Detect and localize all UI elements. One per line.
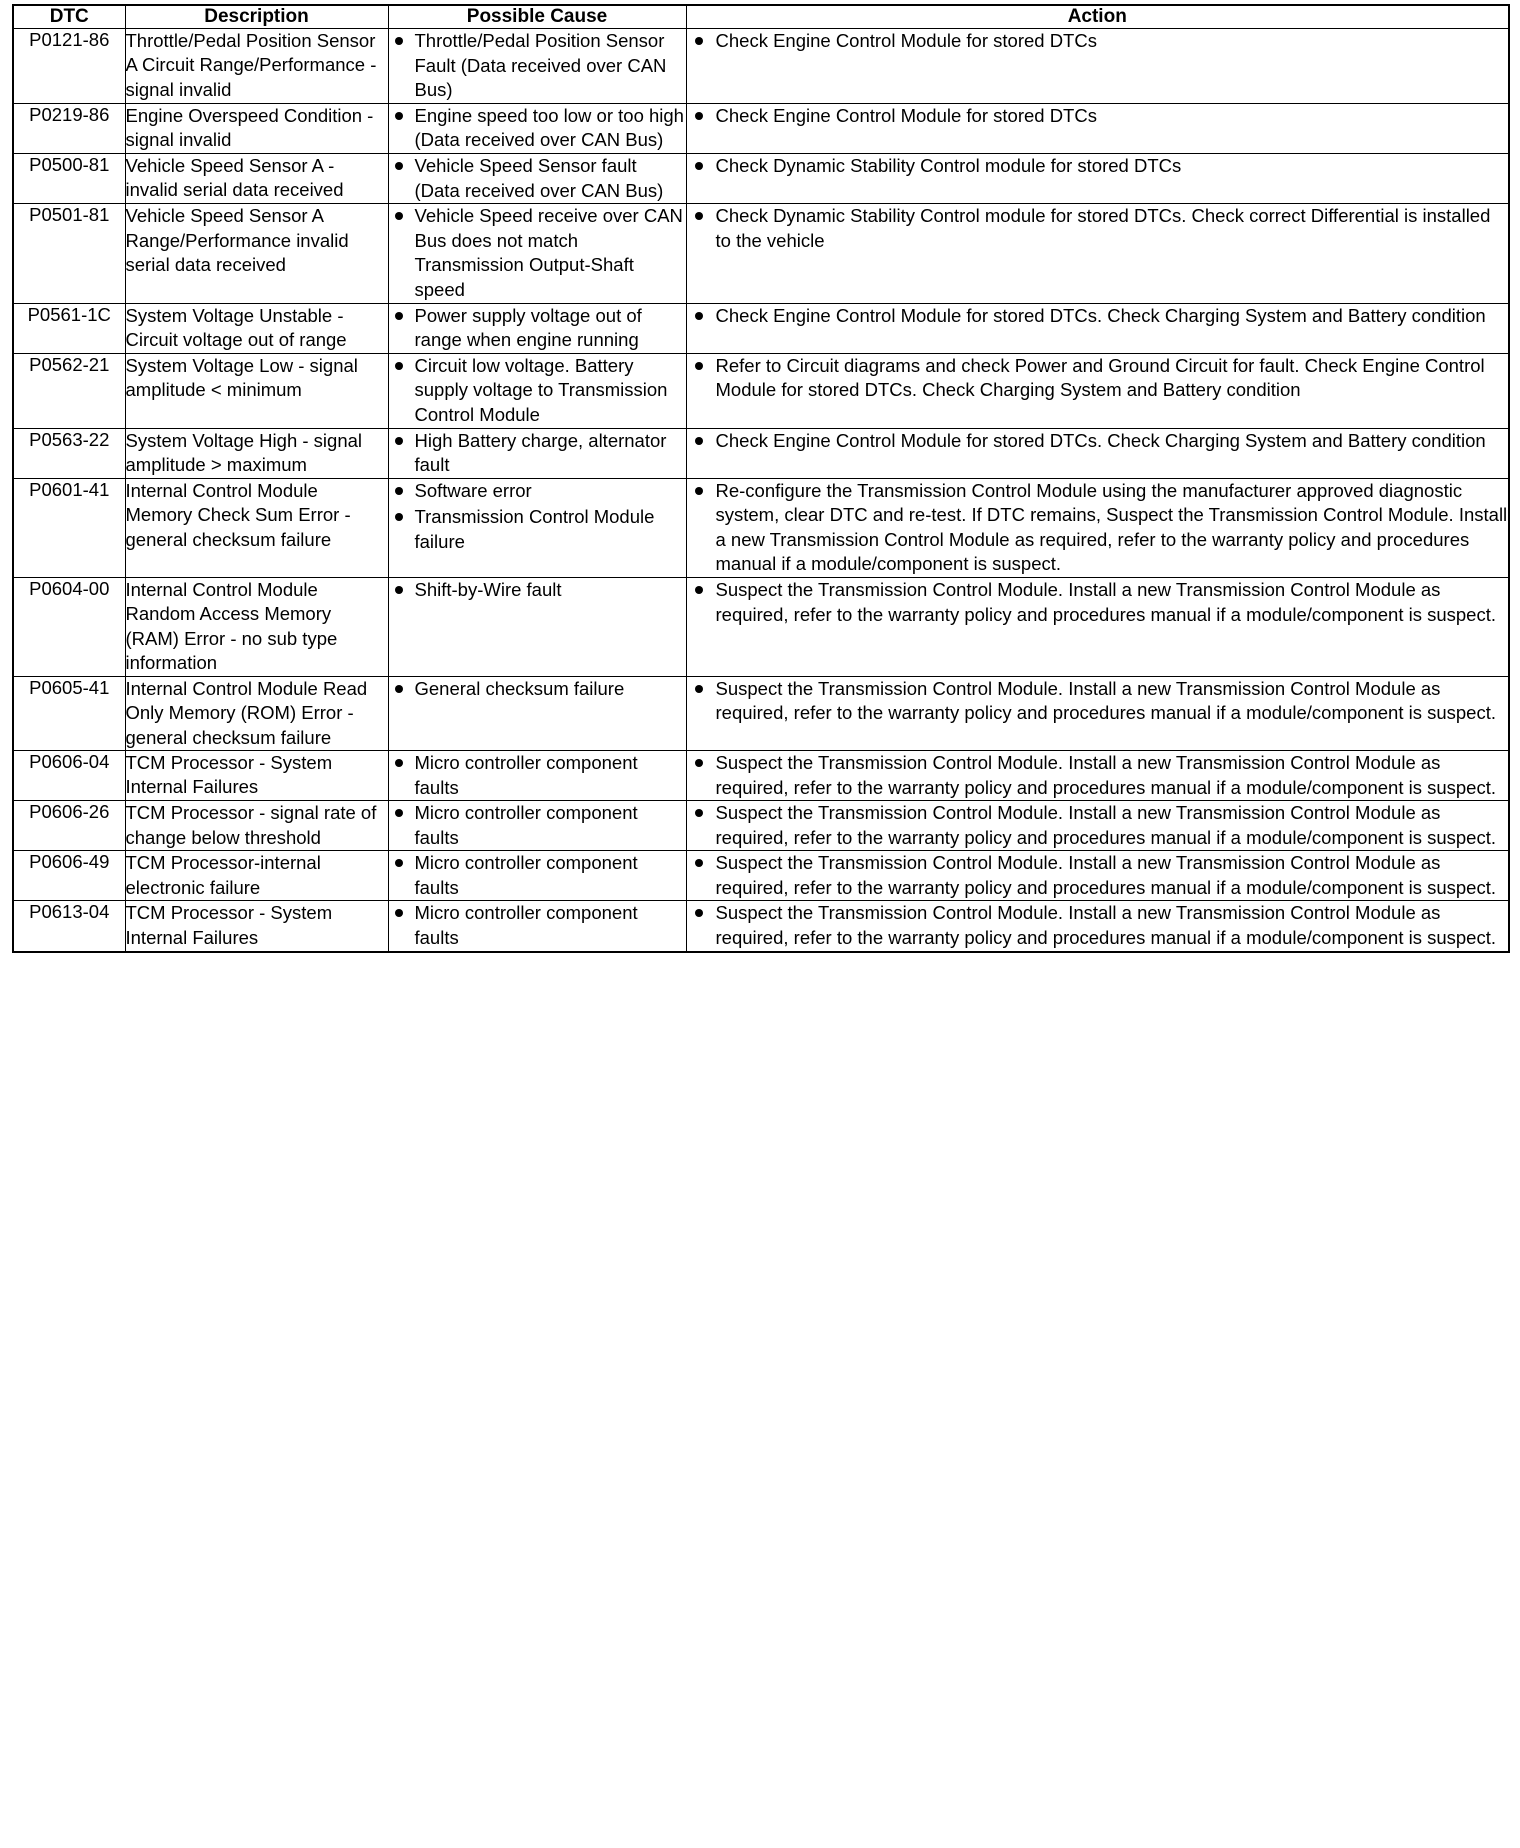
dtc-code: P0121-86 xyxy=(13,29,125,104)
column-header-possible-cause: Possible Cause xyxy=(388,5,686,29)
dtc-code: P0219-86 xyxy=(13,103,125,153)
action-cell-list xyxy=(687,751,1509,800)
possible-cause-item-text: General checksum failure xyxy=(414,677,625,699)
action-cell-list xyxy=(687,204,1509,253)
table-row xyxy=(13,204,1509,303)
action-item-text: Suspect the Transmission Control Module. Install a new Transmission Control Module as required, refer to the warranty policy and procedures manual if a module/component is suspect. xyxy=(715,802,1496,848)
table-row xyxy=(13,851,1509,901)
table-row xyxy=(13,901,1509,952)
action-item xyxy=(687,204,1509,253)
possible-cause-item xyxy=(389,505,686,554)
bullet-icon xyxy=(395,685,403,693)
dtc-description: TCM Processor-internal electronic failure xyxy=(125,851,388,901)
table-row xyxy=(13,750,1509,800)
table-row xyxy=(13,303,1509,353)
dtc-description: System Voltage Unstable - Circuit voltage out of range xyxy=(125,303,388,353)
possible-cause-item xyxy=(389,204,686,302)
action-cell-list xyxy=(687,479,1509,577)
possible-cause-cell-list xyxy=(389,677,686,702)
dtc-code: P0601-41 xyxy=(13,478,125,577)
possible-cause-item-text: High Battery charge, alternator fault xyxy=(414,429,667,476)
bullet-icon xyxy=(695,859,703,867)
action-item xyxy=(687,578,1509,627)
action-cell xyxy=(686,303,1509,353)
dtc-code: P0606-26 xyxy=(13,801,125,851)
action-cell xyxy=(686,428,1509,478)
dtc-description: TCM Processor - System Internal Failures xyxy=(125,750,388,800)
possible-cause-cell xyxy=(388,428,686,478)
table-row xyxy=(13,353,1509,428)
action-item-text: Suspect the Transmission Control Module. Install a new Transmission Control Module as required, refer to the warranty policy and procedures manual if a module/component is suspect. xyxy=(715,902,1496,949)
dtc-code: P0562-21 xyxy=(13,353,125,428)
possible-cause-item xyxy=(389,104,686,153)
action-cell-list xyxy=(687,801,1509,850)
possible-cause-item xyxy=(389,851,686,900)
possible-cause-cell-list xyxy=(389,354,686,428)
dtc-description: Internal Control Module Read Only Memory (ROM) Error - general checksum failure xyxy=(125,676,388,750)
table-header xyxy=(13,5,1509,29)
possible-cause-item xyxy=(389,154,686,203)
table-row xyxy=(13,676,1509,750)
dtc-code: P0613-04 xyxy=(13,901,125,952)
bullet-icon xyxy=(695,586,703,594)
bullet-icon xyxy=(395,487,403,495)
possible-cause-cell xyxy=(388,204,686,303)
action-cell-list xyxy=(687,104,1509,129)
bullet-icon xyxy=(695,759,703,767)
bullet-icon xyxy=(395,312,403,320)
possible-cause-item xyxy=(389,801,686,850)
action-item xyxy=(687,304,1509,329)
action-cell xyxy=(686,851,1509,901)
possible-cause-item-text: Circuit low voltage. Battery supply voltage to Transmission Control Module xyxy=(414,354,668,425)
possible-cause-cell-list xyxy=(389,204,686,302)
action-item-text: Suspect the Transmission Control Module. Install a new Transmission Control Module as required, refer to the warranty policy and procedures manual if a module/component is suspect. xyxy=(715,677,1496,724)
dtc-description: Vehicle Speed Sensor A - invalid serial data received xyxy=(125,153,388,203)
action-cell-list xyxy=(687,578,1509,627)
possible-cause-item-text: Micro controller component faults xyxy=(414,902,638,949)
table-body xyxy=(13,29,1509,952)
action-cell xyxy=(686,153,1509,203)
possible-cause-item xyxy=(389,901,686,950)
dtc-description: TCM Processor - signal rate of change below threshold xyxy=(125,801,388,851)
possible-cause-cell xyxy=(388,801,686,851)
action-cell-list xyxy=(687,304,1509,329)
action-item-text: Re-configure the Transmission Control Module using the manufacturer approved diagnostic system, clear DTC and re-test. If DTC remains, Suspect the Transmission Control Module. Install a new Transmission Control Module as required, refer to the warranty policy and procedures manual if a module/component is suspect. xyxy=(715,479,1508,575)
bullet-icon xyxy=(395,437,403,445)
action-item-text: Suspect the Transmission Control Module. Install a new Transmission Control Module as required, refer to the warranty policy and procedures manual if a module/component is suspect. xyxy=(715,579,1496,625)
action-cell xyxy=(686,901,1509,952)
dtc-table xyxy=(12,4,1510,953)
table-row xyxy=(13,428,1509,478)
possible-cause-item-text: Micro controller component faults xyxy=(414,852,638,898)
action-item xyxy=(687,104,1509,129)
possible-cause-cell-list xyxy=(389,304,686,353)
possible-cause-item-text: Transmission Control Module failure xyxy=(414,506,655,552)
possible-cause-cell-list xyxy=(389,801,686,850)
action-cell xyxy=(686,801,1509,851)
action-item-text: Check Engine Control Module for stored DTCs xyxy=(715,30,1097,51)
possible-cause-cell-list xyxy=(389,578,686,603)
action-item-text: Check Engine Control Module for stored DTCs. Check Charging System and Battery condition xyxy=(715,304,1486,326)
possible-cause-cell xyxy=(388,353,686,428)
dtc-code: P0501-81 xyxy=(13,204,125,303)
possible-cause-cell-list xyxy=(389,851,686,900)
action-cell xyxy=(686,353,1509,428)
dtc-code: P0561-1C xyxy=(13,303,125,353)
action-item xyxy=(687,154,1509,179)
possible-cause-cell xyxy=(388,103,686,153)
action-item xyxy=(687,479,1509,577)
possible-cause-item-text: Engine speed too low or too high (Data received over CAN Bus) xyxy=(414,104,684,151)
possible-cause-cell xyxy=(388,478,686,577)
dtc-description: Internal Control Module Memory Check Sum Error - general checksum failure xyxy=(125,478,388,577)
action-cell-list xyxy=(687,677,1509,726)
action-cell xyxy=(686,578,1509,677)
header-row xyxy=(13,5,1509,29)
action-cell xyxy=(686,750,1509,800)
possible-cause-item-text: Micro controller component faults xyxy=(414,751,638,798)
action-item xyxy=(687,354,1509,403)
action-cell-list xyxy=(687,901,1509,950)
dtc-description: Throttle/Pedal Position Sensor A Circuit Range/Performance - signal invalid xyxy=(125,29,388,104)
possible-cause-item-text: Throttle/Pedal Position Sensor Fault (Data received over CAN Bus) xyxy=(414,30,667,101)
possible-cause-cell xyxy=(388,750,686,800)
table-row xyxy=(13,153,1509,203)
possible-cause-cell xyxy=(388,153,686,203)
bullet-icon xyxy=(695,809,703,817)
action-item xyxy=(687,901,1509,950)
bullet-icon xyxy=(695,362,703,370)
bullet-icon xyxy=(695,212,703,220)
table-row xyxy=(13,29,1509,104)
bullet-icon xyxy=(395,586,403,594)
action-cell xyxy=(686,478,1509,577)
column-header-description: Description xyxy=(125,5,388,29)
possible-cause-cell xyxy=(388,851,686,901)
bullet-icon xyxy=(395,362,403,370)
action-item-text: Refer to Circuit diagrams and check Power and Ground Circuit for fault. Check Engine Control Module for stored DTCs. Check Charging System and Battery condition xyxy=(715,354,1485,401)
bullet-icon xyxy=(395,162,403,170)
dtc-code: P0606-04 xyxy=(13,750,125,800)
bullet-icon xyxy=(395,513,403,521)
possible-cause-item xyxy=(389,751,686,800)
bullet-icon xyxy=(395,212,403,220)
action-item-text: Check Engine Control Module for stored DTCs xyxy=(715,104,1097,126)
bullet-icon xyxy=(395,909,403,917)
action-item xyxy=(687,851,1509,900)
dtc-code: P0500-81 xyxy=(13,153,125,203)
dtc-description: TCM Processor - System Internal Failures xyxy=(125,901,388,952)
action-item-text: Check Dynamic Stability Control module for stored DTCs xyxy=(715,154,1182,176)
action-item xyxy=(687,677,1509,726)
possible-cause-cell-list xyxy=(389,901,686,950)
possible-cause-item xyxy=(389,479,686,504)
column-header-dtc: DTC xyxy=(13,5,125,29)
action-item xyxy=(687,751,1509,800)
action-item-text: Suspect the Transmission Control Module. Install a new Transmission Control Module as required, refer to the warranty policy and procedures manual if a module/component is suspect. xyxy=(715,751,1496,798)
dtc-code: P0604-00 xyxy=(13,578,125,677)
possible-cause-item-text: Power supply voltage out of range when engine running xyxy=(414,304,642,351)
possible-cause-item-text: Micro controller component faults xyxy=(414,802,638,848)
action-cell xyxy=(686,676,1509,750)
dtc-description: System Voltage Low - signal amplitude < minimum xyxy=(125,353,388,428)
dtc-description: System Voltage High - signal amplitude > maximum xyxy=(125,428,388,478)
bullet-icon xyxy=(695,909,703,917)
possible-cause-item xyxy=(389,29,686,103)
bullet-icon xyxy=(695,487,703,495)
action-item xyxy=(687,29,1509,54)
bullet-icon xyxy=(395,809,403,817)
possible-cause-cell xyxy=(388,303,686,353)
action-item xyxy=(687,429,1509,454)
action-item-text: Check Dynamic Stability Control module for stored DTCs. Check correct Differential is installed to the vehicle xyxy=(715,205,1491,251)
possible-cause-cell-list xyxy=(389,154,686,203)
bullet-icon xyxy=(395,859,403,867)
action-cell-list xyxy=(687,429,1509,454)
possible-cause-cell-list xyxy=(389,429,686,478)
possible-cause-cell xyxy=(388,29,686,104)
table-row xyxy=(13,801,1509,851)
bullet-icon xyxy=(695,37,703,45)
table-row xyxy=(13,103,1509,153)
action-cell xyxy=(686,204,1509,303)
possible-cause-item-text: Software error xyxy=(414,479,532,501)
dtc-code: P0606-49 xyxy=(13,851,125,901)
action-cell-list xyxy=(687,29,1509,54)
dtc-description: Internal Control Module Random Access Memory (RAM) Error - no sub type information xyxy=(125,578,388,677)
possible-cause-item xyxy=(389,677,686,702)
action-cell-list xyxy=(687,154,1509,179)
action-cell-list xyxy=(687,851,1509,900)
bullet-icon xyxy=(695,112,703,120)
action-item-text: Check Engine Control Module for stored DTCs. Check Charging System and Battery condition xyxy=(715,429,1486,451)
bullet-icon xyxy=(695,162,703,170)
column-header-action: Action xyxy=(686,5,1509,29)
possible-cause-item xyxy=(389,578,686,603)
bullet-icon xyxy=(695,685,703,693)
table-row xyxy=(13,578,1509,677)
action-item xyxy=(687,801,1509,850)
possible-cause-cell xyxy=(388,676,686,750)
possible-cause-cell xyxy=(388,578,686,677)
bullet-icon xyxy=(695,312,703,320)
possible-cause-item xyxy=(389,354,686,428)
dtc-code: P0563-22 xyxy=(13,428,125,478)
possible-cause-cell-list xyxy=(389,29,686,103)
possible-cause-item xyxy=(389,429,686,478)
possible-cause-cell-list xyxy=(389,479,686,555)
table-row xyxy=(13,478,1509,577)
action-item-text: Suspect the Transmission Control Module. Install a new Transmission Control Module as required, refer to the warranty policy and procedures manual if a module/component is suspect. xyxy=(715,852,1496,898)
action-cell xyxy=(686,29,1509,104)
possible-cause-cell-list xyxy=(389,104,686,153)
dtc-description: Vehicle Speed Sensor A Range/Performance invalid serial data received xyxy=(125,204,388,303)
bullet-icon xyxy=(395,112,403,120)
possible-cause-item-text: Shift-by-Wire fault xyxy=(414,579,562,601)
action-cell-list xyxy=(687,354,1509,403)
bullet-icon xyxy=(695,437,703,445)
action-cell xyxy=(686,103,1509,153)
possible-cause-item xyxy=(389,304,686,353)
dtc-code: P0605-41 xyxy=(13,676,125,750)
bullet-icon xyxy=(395,37,403,45)
possible-cause-item-text: Vehicle Speed receive over CAN Bus does not match Transmission Output-Shaft speed xyxy=(414,205,683,300)
dtc-description: Engine Overspeed Condition - signal invalid xyxy=(125,103,388,153)
possible-cause-item-text: Vehicle Speed Sensor fault (Data received over CAN Bus) xyxy=(414,154,664,201)
possible-cause-cell xyxy=(388,901,686,952)
possible-cause-cell-list xyxy=(389,751,686,800)
bullet-icon xyxy=(395,759,403,767)
